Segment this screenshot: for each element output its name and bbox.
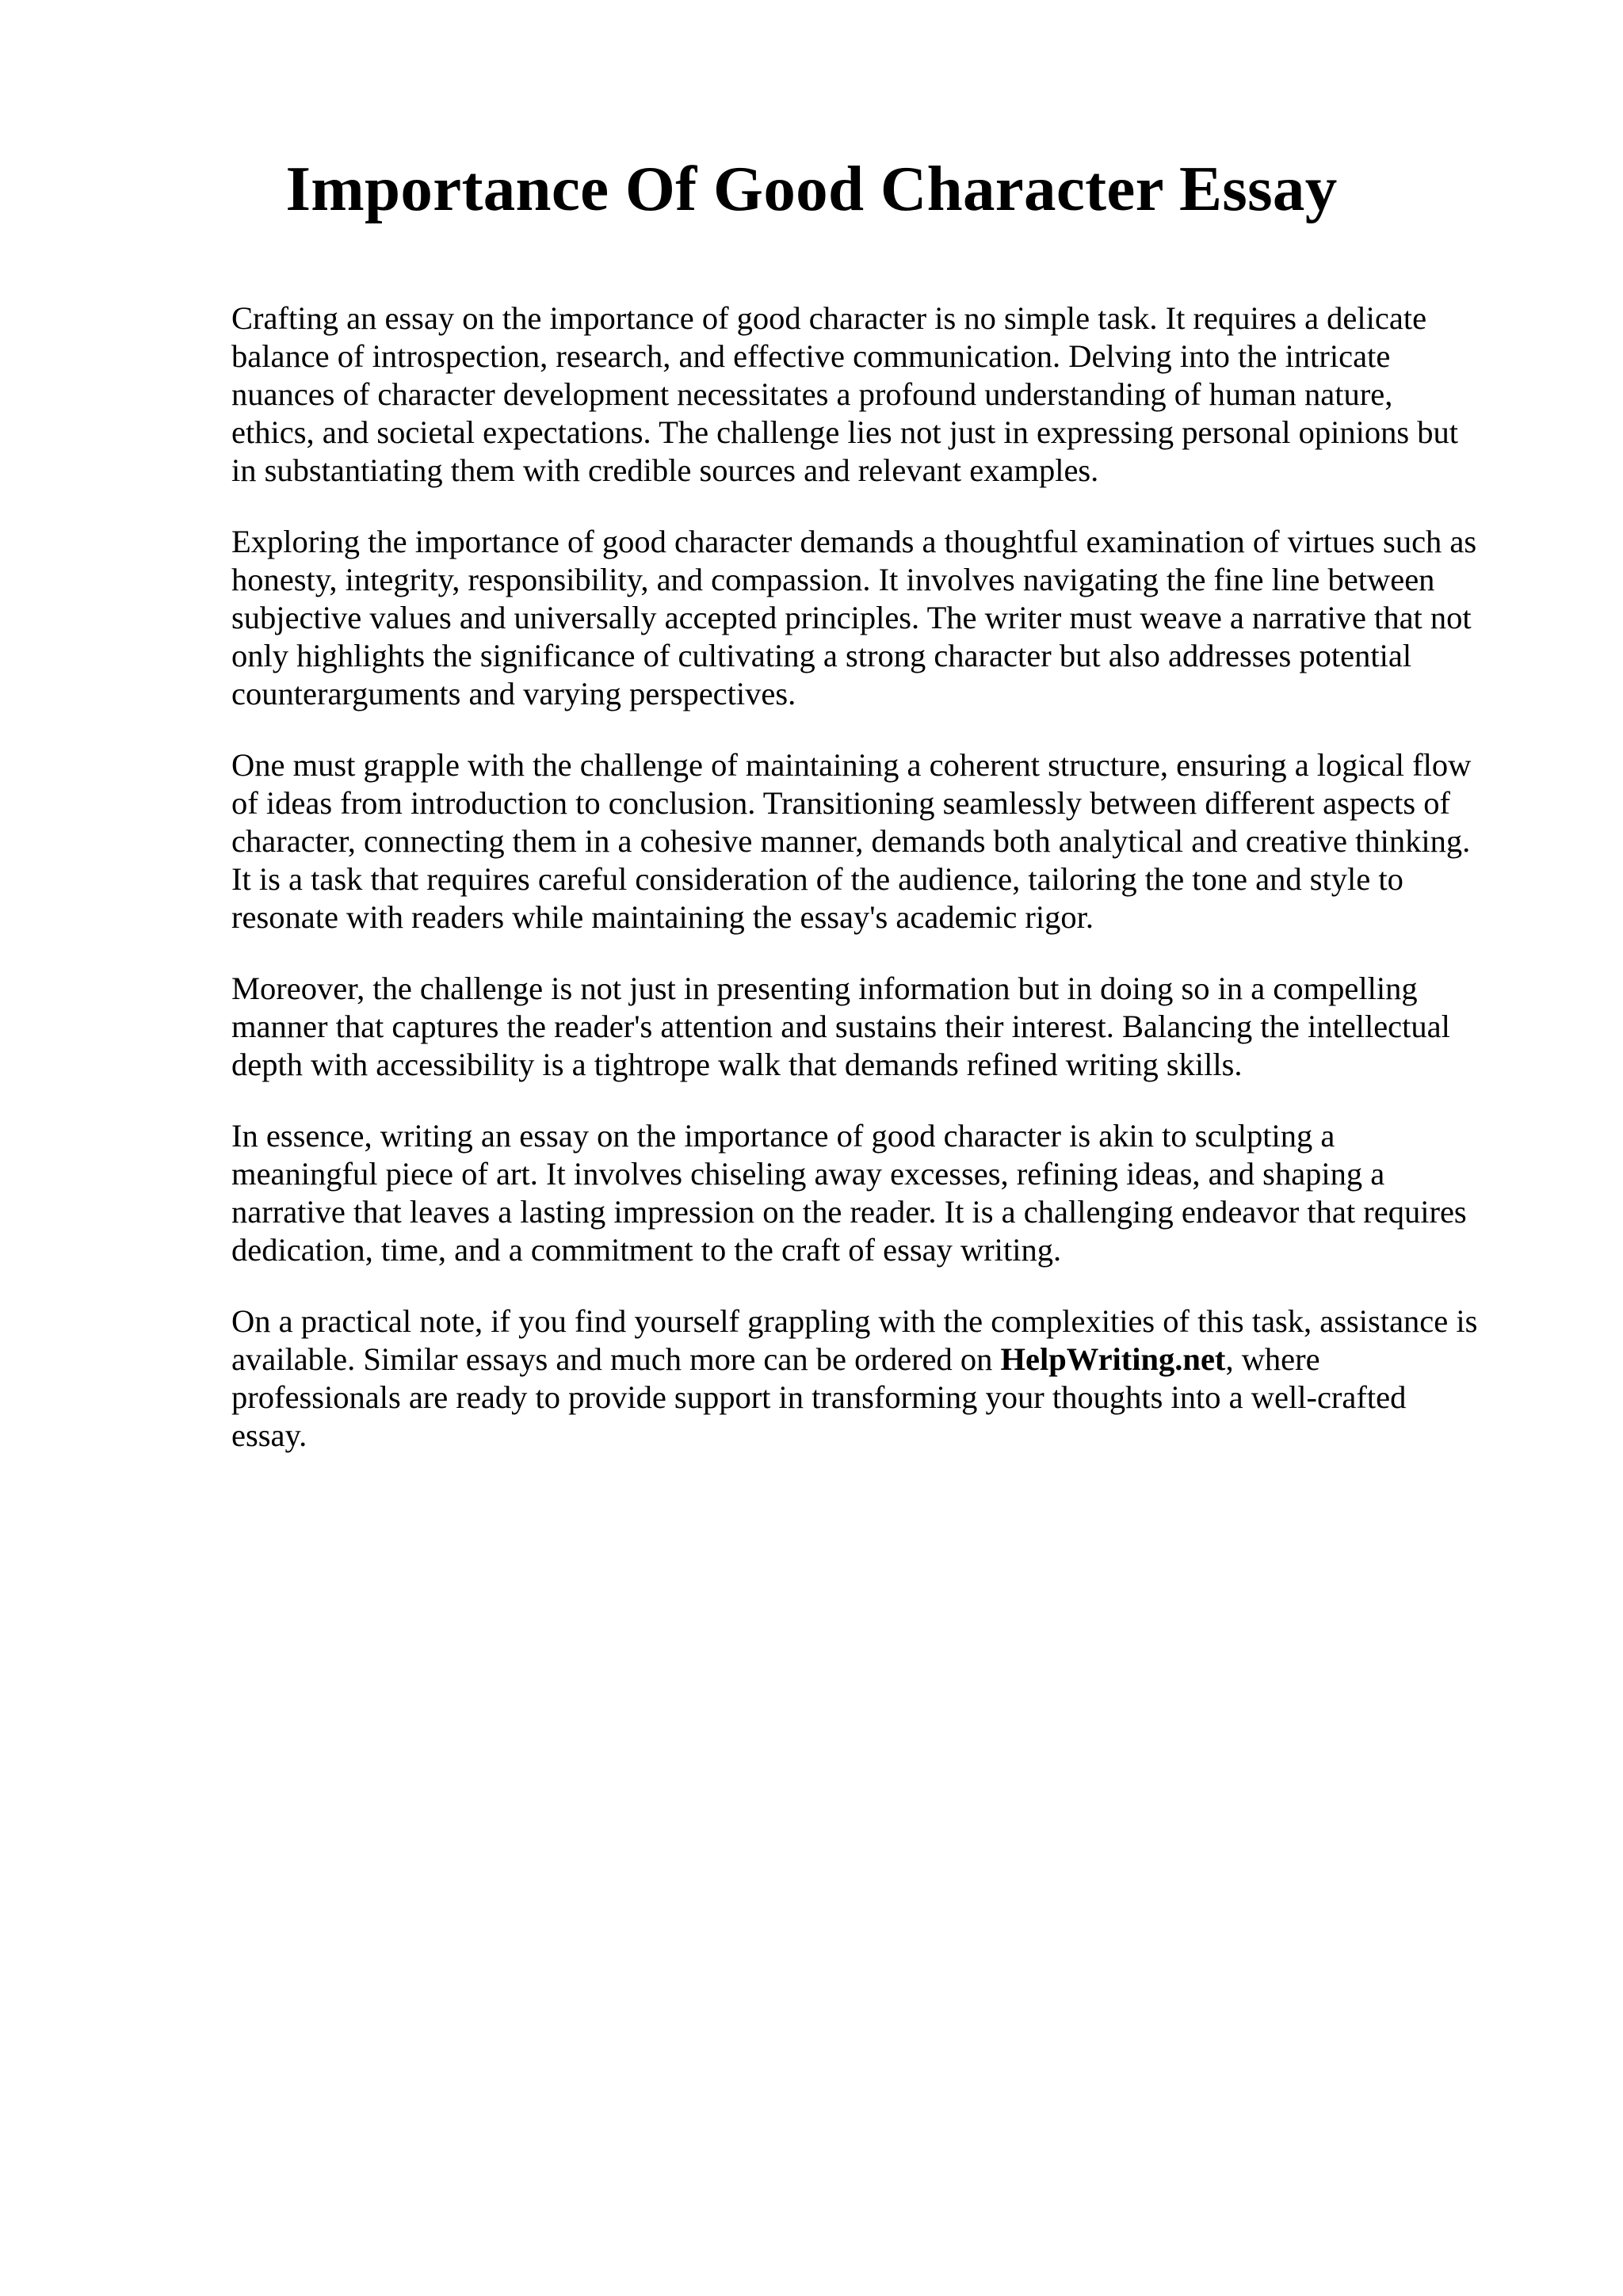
text-line: meaningful piece of art. It involves chiseling away excesses, refining ideas, and shaping a: [231, 1156, 1385, 1192]
text-line: nuances of character development necessitates a profound understanding of human nature,: [231, 376, 1393, 412]
text-line: resonate with readers while maintaining the essay's academic rigor.: [231, 899, 1094, 935]
paragraph-2: [231, 523, 1515, 713]
paragraph-4: [231, 970, 1515, 1084]
text-line: balance of introspection, research, and effective communication. Delving into the intricate: [231, 338, 1391, 374]
text-line-with-site-name: [231, 1341, 1515, 1379]
text-line: depth with accessibility is a tightrope walk that demands refined writing skills.: [231, 1047, 1243, 1082]
document-title: Importance Of Good Character Essay: [285, 153, 1338, 224]
text-line: It is a task that requires careful consideration of the audience, tailoring the tone and style to: [231, 861, 1403, 897]
text-line: only highlights the significance of cultivating a strong character but also addresses potential: [231, 638, 1412, 673]
text-line: Moreover, the challenge is not just in presenting information but in doing so in a compelling: [231, 971, 1418, 1006]
document-body: [231, 299, 1515, 1488]
text-line: of ideas from introduction to conclusion. Transitioning seamlessly between different aspects of: [231, 785, 1450, 821]
text-line: ethics, and societal expectations. The challenge lies not just in expressing personal opinions but: [231, 414, 1459, 450]
text-segment: available. Similar essays and much more can be ordered on: [231, 1341, 1001, 1377]
text-line: professionals are ready to provide support in transforming your thoughts into a well-crafted: [231, 1379, 1407, 1415]
text-line: One must grapple with the challenge of maintaining a coherent structure, ensuring a logical flow: [231, 747, 1472, 783]
text-segment: , where: [1225, 1341, 1320, 1377]
text-line: manner that captures the reader's attention and sustains their interest. Balancing the intellectual: [231, 1009, 1450, 1044]
text-line: honesty, integrity, responsibility, and compassion. It involves navigating the fine line between: [231, 562, 1435, 597]
text-line: counterarguments and varying perspectives.: [231, 676, 796, 711]
text-line: dedication, time, and a commitment to the craft of essay writing.: [231, 1232, 1062, 1268]
text-line: in substantiating them with credible sources and relevant examples.: [231, 452, 1099, 488]
text-line: Crafting an essay on the importance of good character is no simple task. It requires a delicate: [231, 300, 1427, 336]
paragraph-1: [231, 299, 1515, 490]
text-line: narrative that leaves a lasting impression on the reader. It is a challenging endeavor that requires: [231, 1194, 1467, 1230]
text-line: In essence, writing an essay on the importance of good character is akin to sculpting a: [231, 1118, 1335, 1154]
text-line: Exploring the importance of good character demands a thoughtful examination of virtues such as: [231, 524, 1477, 559]
text-line: On a practical note, if you find yourself grappling with the complexities of this task, assistance is: [231, 1303, 1478, 1339]
paragraph-closing: [231, 1302, 1515, 1455]
text-line: character, connecting them in a cohesive manner, demands both analytical and creative thinking.: [231, 823, 1471, 859]
text-line: subjective values and universally accepted principles. The writer must weave a narrative that not: [231, 600, 1472, 635]
text-line: essay.: [231, 1417, 307, 1453]
site-name: HelpWriting.net: [1000, 1341, 1226, 1377]
paragraph-5: [231, 1117, 1515, 1269]
paragraph-3: [231, 746, 1515, 936]
